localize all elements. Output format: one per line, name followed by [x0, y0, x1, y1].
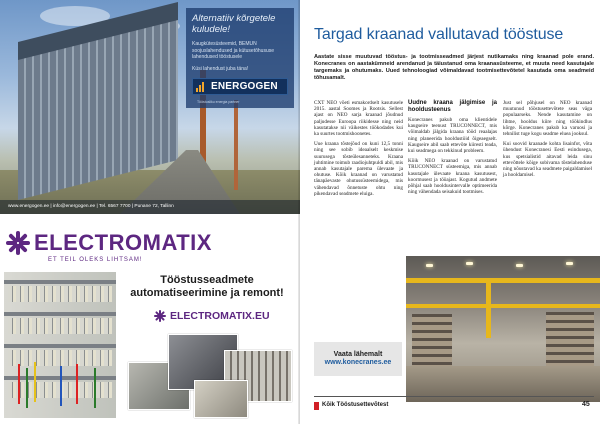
equipment-photo: [194, 380, 248, 418]
publication-name: Kõik Tööstusettevõtest: [322, 402, 389, 408]
more-info-box[interactable]: [314, 342, 402, 376]
chimney: [234, 100, 238, 190]
article-title: Targad kraanad vallutavad tööstuse: [314, 26, 564, 43]
article-lead: Aastate sisse muutuvad tööstus- ja tootmisseadmed järjest nutikamaks ning kraanad pole erand. Konecranes on aastakümneid arendanud ja täiustanud oma kraanasüsteeme, et muuta need kasutajale targemaks ja ohutumaks. Uued tehnoloogiad võimaldavad tootmisettevõtetel kasutada oma seadmeid tõhusamalt.: [314, 54, 594, 81]
energogen-contact-line: www.energogen.ee | info@energogen.ee | Tel. 6567 7700 | Punane 72, Tallinn: [0, 200, 300, 214]
article-paragraph: Uue kraana tõstejõud on kuni 12,5 tonni ning see sobib ideaalselt keskmise suurusega tõsteülesanneteks. Kraana juhtimine toimub raadiojuhtpuldi abil, mis annab kasutajale parema ülevaate ja ohutuse. Kõik kraanad on varustatud tänapäevaste ohutussüsteemidega, mis vähendavad õnnetuste ohtu ning pikendavad seadmete eluiga.: [314, 141, 403, 197]
energogen-description: Kaugkütesüsteemid, BEMUN soojuslahendused ja kütusetõhususe lahendused tööstusele: [192, 41, 275, 60]
article-paragraph: Kui soovid kraanade kohta lisainfot, võta ühendust Konecranesi Eesti esindusega, kus spetsialistid aitavad leida sinu ettevõttele kõige sobivama tõstelahenduse ning nõustavad ka seadmete paigaldamisel ja hooldamisel.: [503, 141, 592, 179]
energogen-call-to-action: Küsi lahendust juba täna!: [192, 65, 249, 72]
electromatix-slogan: ET TEIL OLEKS LIHTSAM!: [48, 257, 143, 263]
electromatix-link[interactable]: [154, 310, 270, 322]
footer-divider: [314, 396, 594, 397]
article-subheading: Uudne kraana jälgimise ja hooldusteenus: [408, 100, 497, 113]
energogen-logo-text: ENERGOGEN: [211, 81, 278, 92]
crane-warehouse-photo: [406, 256, 600, 402]
article-paragraph: CXT NEO võeti esmakordselt kasutusele 2015. aastal Soomes ja Rootsis. Sellest ajast on NEO sarja kraanad jõudnud paljudesse Euroopa riikidesse ning neid kasutatakse nii väikestes töökodades kui ka suurtes tootmishoonetes.: [314, 100, 403, 138]
electromatix-photo-collage: [128, 328, 294, 418]
energogen-headline: Alternatiiv kõrgetele kuludele!: [192, 13, 276, 35]
article-column-1: [314, 100, 403, 201]
more-info-label: Vaata lähemalt: [333, 351, 383, 358]
footer-accent-mark: [314, 402, 319, 410]
article-column-3: [503, 100, 592, 182]
article-paragraph: Just sel põhjusel on NEO kraanad muutunud tööstusettevõtete seas väga populaarseks. Nende kasutamine on lihtne, hooldus kiire ning töökindlus kõrge. Konecranes pakub ka varuosi ja tehnilist tuge kogu seadme eluea jooksul.: [503, 100, 592, 138]
energogen-logo: [192, 78, 288, 95]
energogen-logo-icon: [196, 82, 208, 92]
energogen-text-box: [186, 8, 294, 108]
electromatix-ad[interactable]: [0, 216, 300, 424]
electromatix-headline: Tööstusseadmete automatiseerimine ja remont!: [130, 274, 284, 299]
electromatix-flower-icon: [154, 310, 166, 322]
right-page: [300, 0, 600, 424]
electromatix-wordmark: ELECTROMATIX: [34, 230, 212, 255]
article-paragraph: Konecranes pakub oma klientidele kaugseire teenust TRUCONNECT, mis võimaldab jälgida kraana tööd reaalajas ning planeerida hooldustöid õigeaegselt. Kaugseire abil saab ettevõte kiiresti teada, kui seadmega on tekkinud probleem.: [408, 117, 497, 155]
electromatix-flower-icon: [6, 231, 30, 255]
electromatix-url[interactable]: ELECTROMATIX.EU: [170, 310, 270, 322]
page-number: 45: [582, 401, 590, 408]
article-paragraph: Kõik NEO kraanad on varustatud TRUCONNECT süsteemiga, mis annab kasutajale ülevaate kraana kasutusest, koormusest ja tööajast. Kogutud andmete põhjal saab hooldusintervalle optimeerida ning vähendada seisakuid tootmises.: [408, 158, 497, 196]
energogen-ad[interactable]: [0, 0, 300, 214]
konecranes-url[interactable]: www.konecranes.ee: [324, 359, 392, 366]
electromatix-logo: [6, 230, 212, 256]
electrical-panel-photo: [4, 272, 116, 418]
article-column-2: [408, 100, 497, 199]
energogen-logo-tagline: Tööstusliku energia partner: [197, 100, 240, 104]
